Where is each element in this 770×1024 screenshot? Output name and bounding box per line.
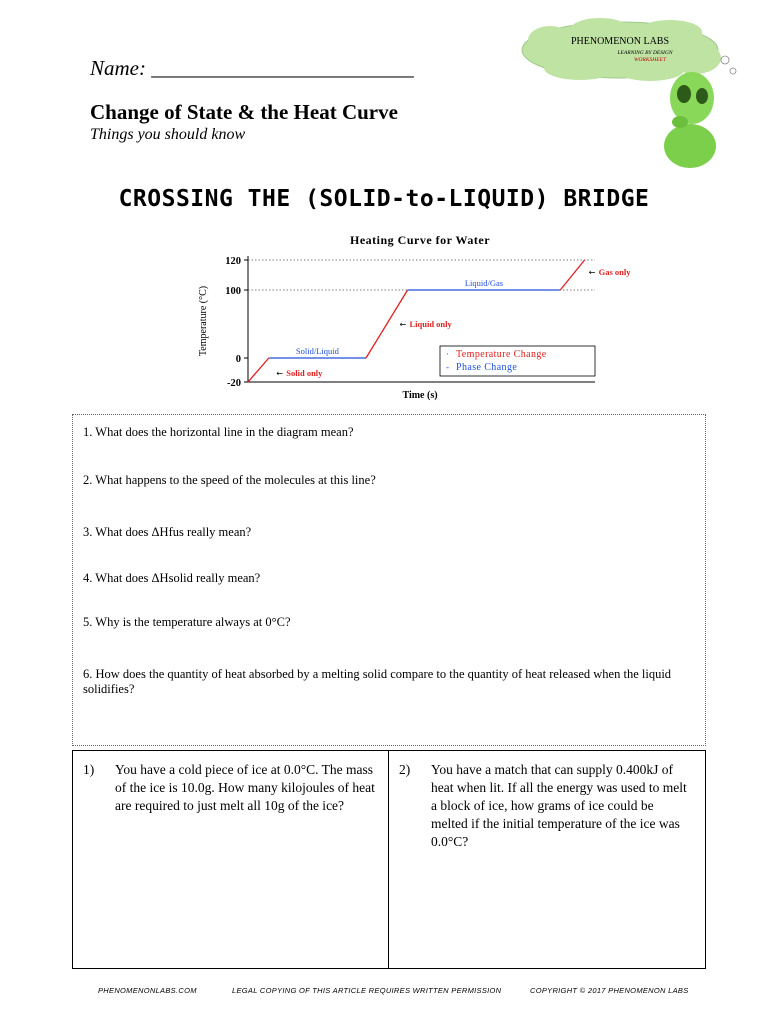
temperature-change-segment <box>560 260 584 290</box>
logo-brand: PHENOMENON LABS <box>570 36 670 47</box>
question-number: 6. <box>83 667 93 681</box>
question-text: What does ΔHsolid really mean? <box>95 571 261 585</box>
legend-marker: - <box>446 362 449 372</box>
worksheet-title: Change of State & the Heat Curve <box>90 100 398 124</box>
curve-annotation: Liquid only <box>409 319 452 329</box>
annotation-arrow-icon: ← <box>276 369 283 378</box>
x-axis-label: Time (s) <box>402 390 438 401</box>
question-number: 5. <box>83 615 93 629</box>
question-3 <box>83 525 693 540</box>
question-2 <box>83 473 693 488</box>
annotation-arrow-icon: ← <box>588 268 596 277</box>
legend-entry: Phase Change <box>456 362 518 373</box>
logo-tagline: LEARNING BY DESIGN <box>617 50 673 56</box>
thinking-alien-icon <box>664 72 716 168</box>
problem-text: You have a cold piece of ice at 0.0°C. The mass of the ice is 10.0g. How many kilojoules of heat are required to just melt all 10g of the ice? <box>115 762 375 813</box>
section-banner: CROSSING THE (SOLID-to-LIQUID) BRIDGE <box>118 186 650 212</box>
problem-cell-2[interactable] <box>389 751 705 968</box>
question-text: Why is the temperature always at 0°C? <box>95 615 291 629</box>
problem-number: 1) <box>83 762 95 777</box>
footer-site: PHENOMENONLABS.COM <box>98 986 197 995</box>
question-text: What happens to the speed of the molecules at this line? <box>95 473 376 487</box>
y-axis-label: Temperature (°C) <box>198 285 209 357</box>
curve-annotation: Liquid/Gas <box>464 278 504 288</box>
phenomenon-labs-logo <box>520 18 770 168</box>
problem-number: 2) <box>399 762 411 777</box>
y-tick-label: 120 <box>225 256 241 267</box>
y-tick-label: 100 <box>225 286 241 297</box>
question-number: 4. <box>83 571 93 585</box>
footer-legal: LEGAL COPYING OF THIS ARTICLE REQUIRES WRITTEN PERMISSION <box>232 986 502 995</box>
name-field-label: Name: _________________________ <box>90 56 414 80</box>
question-number: 1. <box>83 425 93 439</box>
legend-marker: · <box>446 349 449 359</box>
question-number: 2. <box>83 473 93 487</box>
problems-table <box>72 750 706 969</box>
annotation-arrow-icon: ← <box>399 320 407 329</box>
curve-annotation: Solid only <box>286 368 323 378</box>
question-text: What does ΔHfus really mean? <box>95 525 252 539</box>
question-text: What does the horizontal line in the diagram mean? <box>95 425 354 439</box>
question-6 <box>83 667 693 697</box>
legend-entry: Temperature Change <box>456 349 547 360</box>
worksheet-subtitle: Things you should know <box>90 126 246 143</box>
heating-curve-chart <box>190 226 631 406</box>
temperature-change-segment <box>248 358 269 382</box>
y-tick-label: -20 <box>227 378 241 389</box>
y-tick-label: 0 <box>235 354 241 365</box>
chart-title: Heating Curve for Water <box>349 233 491 247</box>
question-number: 3. <box>83 525 93 539</box>
footer-copyright: COPYRIGHT © 2017 PHENOMENON LABS <box>530 986 689 995</box>
problem-text: You have a match that can supply 0.400kJ of heat when lit. If all the energy was used to melt a block of ice, how grams of ice could be melted if the initial temperature of the ice was 0.0°C? <box>431 762 687 849</box>
question-4 <box>83 571 693 586</box>
curve-annotation: Gas only <box>598 267 631 277</box>
questions-box <box>72 414 706 746</box>
curve-annotation: Solid/Liquid <box>295 346 339 356</box>
problem-cell-1[interactable] <box>73 751 389 968</box>
logo-type: WORKSHEET <box>633 57 667 63</box>
question-text: How does the quantity of heat absorbed by a melting solid compare to the quantity of heat released when the liquid solidifies? <box>83 667 672 696</box>
question-5 <box>83 615 693 630</box>
question-1 <box>83 425 693 440</box>
